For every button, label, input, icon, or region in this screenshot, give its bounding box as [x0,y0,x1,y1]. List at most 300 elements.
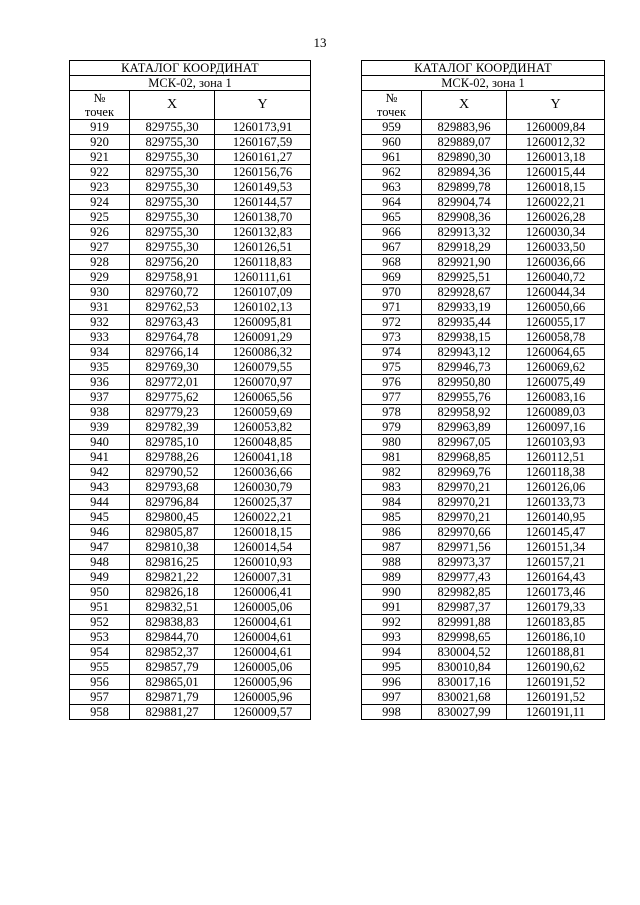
x-coordinate: 829889,07 [422,135,507,150]
table-row [70,300,311,315]
point-number: 990 [362,585,422,600]
y-coordinate: 1260022,21 [215,510,311,525]
y-coordinate: 1260191,52 [507,690,605,705]
x-coordinate: 829785,10 [130,435,215,450]
point-number: 984 [362,495,422,510]
table-row [362,510,605,525]
table-row [362,600,605,615]
point-number: 949 [70,570,130,585]
x-coordinate: 829970,21 [422,480,507,495]
y-coordinate: 1260095,81 [215,315,311,330]
table-row [70,480,311,495]
point-number: 944 [70,495,130,510]
y-coordinate: 1260012,32 [507,135,605,150]
point-number: 929 [70,270,130,285]
table-row [70,420,311,435]
y-coordinate: 1260190,62 [507,660,605,675]
y-coordinate: 1260005,96 [215,675,311,690]
y-coordinate: 1260086,32 [215,345,311,360]
x-coordinate: 829991,88 [422,615,507,630]
x-coordinate: 829943,12 [422,345,507,360]
point-number: 993 [362,630,422,645]
x-coordinate: 829766,14 [130,345,215,360]
y-coordinate: 1260188,81 [507,645,605,660]
x-coordinate: 829967,05 [422,435,507,450]
table-row [362,360,605,375]
y-coordinate: 1260191,11 [507,705,605,720]
column-header-x: X [422,91,507,120]
y-coordinate: 1260030,34 [507,225,605,240]
y-coordinate: 1260183,85 [507,615,605,630]
point-number: 958 [70,705,130,720]
y-coordinate: 1260059,69 [215,405,311,420]
y-coordinate: 1260173,91 [215,120,311,135]
x-coordinate: 829921,90 [422,255,507,270]
table-row [362,495,605,510]
x-coordinate: 829755,30 [130,165,215,180]
table-row [362,615,605,630]
table-row [70,570,311,585]
y-coordinate: 1260070,97 [215,375,311,390]
x-coordinate: 830021,68 [422,690,507,705]
y-coordinate: 1260079,55 [215,360,311,375]
x-coordinate: 829998,65 [422,630,507,645]
table-row [70,180,311,195]
y-coordinate: 1260065,56 [215,390,311,405]
table-row [70,495,311,510]
point-number: 925 [70,210,130,225]
column-header-y: Y [507,91,605,120]
x-coordinate: 829755,30 [130,195,215,210]
y-coordinate: 1260026,28 [507,210,605,225]
x-coordinate: 829968,85 [422,450,507,465]
y-coordinate: 1260102,13 [215,300,311,315]
x-coordinate: 829852,37 [130,645,215,660]
x-coordinate: 829755,30 [130,240,215,255]
catalog-title: КАТАЛОГ КООРДИНАТ [70,61,311,76]
y-coordinate: 1260040,72 [507,270,605,285]
table-row [70,330,311,345]
x-coordinate: 829935,44 [422,315,507,330]
point-number: 989 [362,570,422,585]
point-number: 934 [70,345,130,360]
y-coordinate: 1260018,15 [215,525,311,540]
point-number: 940 [70,435,130,450]
x-coordinate: 829950,80 [422,375,507,390]
x-coordinate: 830010,84 [422,660,507,675]
y-coordinate: 1260103,93 [507,435,605,450]
point-number: 960 [362,135,422,150]
x-coordinate: 829958,92 [422,405,507,420]
point-number: 954 [70,645,130,660]
point-number: 975 [362,360,422,375]
point-number: 988 [362,555,422,570]
point-number: 972 [362,315,422,330]
table-row [70,225,311,240]
table-row [362,225,605,240]
x-coordinate: 829800,45 [130,510,215,525]
y-coordinate: 1260004,61 [215,615,311,630]
y-coordinate: 1260030,79 [215,480,311,495]
x-coordinate: 829946,73 [422,360,507,375]
y-coordinate: 1260151,34 [507,540,605,555]
x-coordinate: 829904,74 [422,195,507,210]
y-coordinate: 1260156,76 [215,165,311,180]
x-coordinate: 829755,30 [130,150,215,165]
y-coordinate: 1260005,06 [215,600,311,615]
x-coordinate: 829788,26 [130,450,215,465]
table-row [70,600,311,615]
x-coordinate: 829796,84 [130,495,215,510]
y-coordinate: 1260132,83 [215,225,311,240]
coordinate-system: МСК-02, зона 1 [70,76,311,91]
point-number: 963 [362,180,422,195]
point-number: 992 [362,615,422,630]
y-coordinate: 1260149,53 [215,180,311,195]
y-coordinate: 1260014,54 [215,540,311,555]
x-coordinate: 829918,29 [422,240,507,255]
x-coordinate: 829769,30 [130,360,215,375]
y-coordinate: 1260007,31 [215,570,311,585]
table-row [70,255,311,270]
table-row [70,135,311,150]
table-row [362,210,605,225]
x-coordinate: 829755,30 [130,225,215,240]
x-coordinate: 829881,27 [130,705,215,720]
y-coordinate: 1260133,73 [507,495,605,510]
point-number: 932 [70,315,130,330]
table-row [362,120,605,135]
table-row [70,210,311,225]
point-number: 971 [362,300,422,315]
y-coordinate: 1260140,95 [507,510,605,525]
point-number: 939 [70,420,130,435]
y-coordinate: 1260041,18 [215,450,311,465]
x-coordinate: 829763,43 [130,315,215,330]
table-row [362,525,605,540]
x-coordinate: 829764,78 [130,330,215,345]
y-coordinate: 1260069,62 [507,360,605,375]
x-coordinate: 829810,38 [130,540,215,555]
point-number: 924 [70,195,130,210]
table-row [70,315,311,330]
x-coordinate: 829758,91 [130,270,215,285]
table-row [70,120,311,135]
point-number: 966 [362,225,422,240]
table-row [70,660,311,675]
point-number: 938 [70,405,130,420]
y-coordinate: 1260055,17 [507,315,605,330]
y-coordinate: 1260036,66 [507,255,605,270]
table-row [70,240,311,255]
y-coordinate: 1260005,06 [215,660,311,675]
y-coordinate: 1260036,66 [215,465,311,480]
point-number: 926 [70,225,130,240]
point-number: 967 [362,240,422,255]
y-coordinate: 1260006,41 [215,585,311,600]
point-number: 928 [70,255,130,270]
point-number: 953 [70,630,130,645]
x-coordinate: 829913,32 [422,225,507,240]
table-row [70,675,311,690]
y-coordinate: 1260033,50 [507,240,605,255]
table-row [362,240,605,255]
x-coordinate: 829793,68 [130,480,215,495]
table-row [70,345,311,360]
point-number: 943 [70,480,130,495]
y-coordinate: 1260013,18 [507,150,605,165]
table-row [70,510,311,525]
table-row [362,690,605,705]
point-number: 921 [70,150,130,165]
table-row [70,270,311,285]
x-coordinate: 829871,79 [130,690,215,705]
y-coordinate: 1260138,70 [215,210,311,225]
point-number: 922 [70,165,130,180]
point-number: 923 [70,180,130,195]
y-coordinate: 1260191,52 [507,675,605,690]
x-coordinate: 829779,23 [130,405,215,420]
point-number: 986 [362,525,422,540]
y-coordinate: 1260044,34 [507,285,605,300]
table-row [362,345,605,360]
table-row [362,705,605,720]
table-row [70,585,311,600]
table-row [70,645,311,660]
y-coordinate: 1260053,82 [215,420,311,435]
point-number: 937 [70,390,130,405]
table-row [362,150,605,165]
table-row [362,390,605,405]
x-coordinate: 829973,37 [422,555,507,570]
y-coordinate: 1260091,29 [215,330,311,345]
y-coordinate: 1260164,43 [507,570,605,585]
y-coordinate: 1260064,65 [507,345,605,360]
point-number: 955 [70,660,130,675]
table-row [70,630,311,645]
x-coordinate: 829963,89 [422,420,507,435]
y-coordinate: 1260118,38 [507,465,605,480]
page-number: 13 [313,35,327,50]
table-row [362,300,605,315]
point-number: 977 [362,390,422,405]
point-number: 933 [70,330,130,345]
coordinate-system: МСК-02, зона 1 [362,76,605,91]
column-header-point-number: № точек [70,91,130,120]
y-coordinate: 1260005,96 [215,690,311,705]
y-coordinate: 1260010,93 [215,555,311,570]
point-number: 970 [362,285,422,300]
point-number: 946 [70,525,130,540]
y-coordinate: 1260083,16 [507,390,605,405]
point-number: 962 [362,165,422,180]
y-coordinate: 1260126,06 [507,480,605,495]
x-coordinate: 830004,52 [422,645,507,660]
x-coordinate: 829971,56 [422,540,507,555]
table-row [362,405,605,420]
y-coordinate: 1260048,85 [215,435,311,450]
x-coordinate: 829894,36 [422,165,507,180]
table-row [70,195,311,210]
point-number: 982 [362,465,422,480]
y-coordinate: 1260161,27 [215,150,311,165]
x-coordinate: 829775,62 [130,390,215,405]
x-coordinate: 829938,15 [422,330,507,345]
table-row [70,540,311,555]
y-coordinate: 1260144,57 [215,195,311,210]
point-number: 979 [362,420,422,435]
table-row [362,570,605,585]
point-number: 959 [362,120,422,135]
y-coordinate: 1260058,78 [507,330,605,345]
y-coordinate: 1260157,21 [507,555,605,570]
table-row [362,165,605,180]
x-coordinate: 829762,53 [130,300,215,315]
point-number: 941 [70,450,130,465]
point-number: 964 [362,195,422,210]
point-number: 951 [70,600,130,615]
x-coordinate: 829755,30 [130,120,215,135]
point-number: 997 [362,690,422,705]
point-number: 996 [362,675,422,690]
y-coordinate: 1260004,61 [215,645,311,660]
x-coordinate: 829772,01 [130,375,215,390]
catalog-title: КАТАЛОГ КООРДИНАТ [362,61,605,76]
x-coordinate: 829838,83 [130,615,215,630]
table-row [362,420,605,435]
x-coordinate: 829970,21 [422,510,507,525]
table-row [70,690,311,705]
point-number: 956 [70,675,130,690]
table-row [362,375,605,390]
y-coordinate: 1260167,59 [215,135,311,150]
y-coordinate: 1260018,15 [507,180,605,195]
table-row [362,285,605,300]
point-number: 995 [362,660,422,675]
x-coordinate: 829756,20 [130,255,215,270]
table-row [362,315,605,330]
x-coordinate: 829755,30 [130,180,215,195]
point-number: 931 [70,300,130,315]
point-number: 945 [70,510,130,525]
point-number: 969 [362,270,422,285]
table-row [362,330,605,345]
table-row [362,180,605,195]
y-coordinate: 1260025,37 [215,495,311,510]
y-coordinate: 1260009,57 [215,705,311,720]
point-number: 919 [70,120,130,135]
coordinate-catalog-left [69,60,311,720]
x-coordinate: 829755,30 [130,135,215,150]
table-row [362,435,605,450]
coordinate-catalog-right [361,60,605,720]
y-coordinate: 1260022,21 [507,195,605,210]
y-coordinate: 1260186,10 [507,630,605,645]
point-number: 991 [362,600,422,615]
table-row [70,450,311,465]
table-row [70,705,311,720]
y-coordinate: 1260097,16 [507,420,605,435]
point-number: 957 [70,690,130,705]
table-row [70,435,311,450]
y-coordinate: 1260089,03 [507,405,605,420]
x-coordinate: 829832,51 [130,600,215,615]
x-coordinate: 829925,51 [422,270,507,285]
point-number: 983 [362,480,422,495]
point-number: 952 [70,615,130,630]
x-coordinate: 829782,39 [130,420,215,435]
point-number: 987 [362,540,422,555]
x-coordinate: 829977,43 [422,570,507,585]
table-row [70,465,311,480]
table-row [362,645,605,660]
x-coordinate: 829857,79 [130,660,215,675]
point-number: 948 [70,555,130,570]
table-row [70,390,311,405]
x-coordinate: 829865,01 [130,675,215,690]
x-coordinate: 829970,21 [422,495,507,510]
x-coordinate: 829883,96 [422,120,507,135]
point-number: 950 [70,585,130,600]
y-coordinate: 1260118,83 [215,255,311,270]
x-coordinate: 829969,76 [422,465,507,480]
y-coordinate: 1260075,49 [507,375,605,390]
x-coordinate: 829760,72 [130,285,215,300]
point-number: 961 [362,150,422,165]
table-row [362,135,605,150]
table-row [70,285,311,300]
point-number: 965 [362,210,422,225]
table-row [362,540,605,555]
y-coordinate: 1260004,61 [215,630,311,645]
x-coordinate: 829821,22 [130,570,215,585]
point-number: 920 [70,135,130,150]
point-number: 978 [362,405,422,420]
point-number: 998 [362,705,422,720]
point-number: 927 [70,240,130,255]
column-header-point-number: № точек [362,91,422,120]
x-coordinate: 829844,70 [130,630,215,645]
point-number: 935 [70,360,130,375]
x-coordinate: 829816,25 [130,555,215,570]
table-row [70,375,311,390]
x-coordinate: 829987,37 [422,600,507,615]
table-row [362,270,605,285]
table-row [362,465,605,480]
table-row [362,195,605,210]
x-coordinate: 829982,85 [422,585,507,600]
point-number: 942 [70,465,130,480]
y-coordinate: 1260126,51 [215,240,311,255]
table-row [70,150,311,165]
table-row [362,660,605,675]
x-coordinate: 830017,16 [422,675,507,690]
x-coordinate: 829899,78 [422,180,507,195]
table-row [362,450,605,465]
point-number: 980 [362,435,422,450]
table-row [362,630,605,645]
point-number: 981 [362,450,422,465]
table-row [362,255,605,270]
table-row [70,615,311,630]
x-coordinate: 829955,76 [422,390,507,405]
y-coordinate: 1260145,47 [507,525,605,540]
table-row [70,525,311,540]
y-coordinate: 1260111,61 [215,270,311,285]
table-row [70,555,311,570]
y-coordinate: 1260112,51 [507,450,605,465]
x-coordinate: 829928,67 [422,285,507,300]
